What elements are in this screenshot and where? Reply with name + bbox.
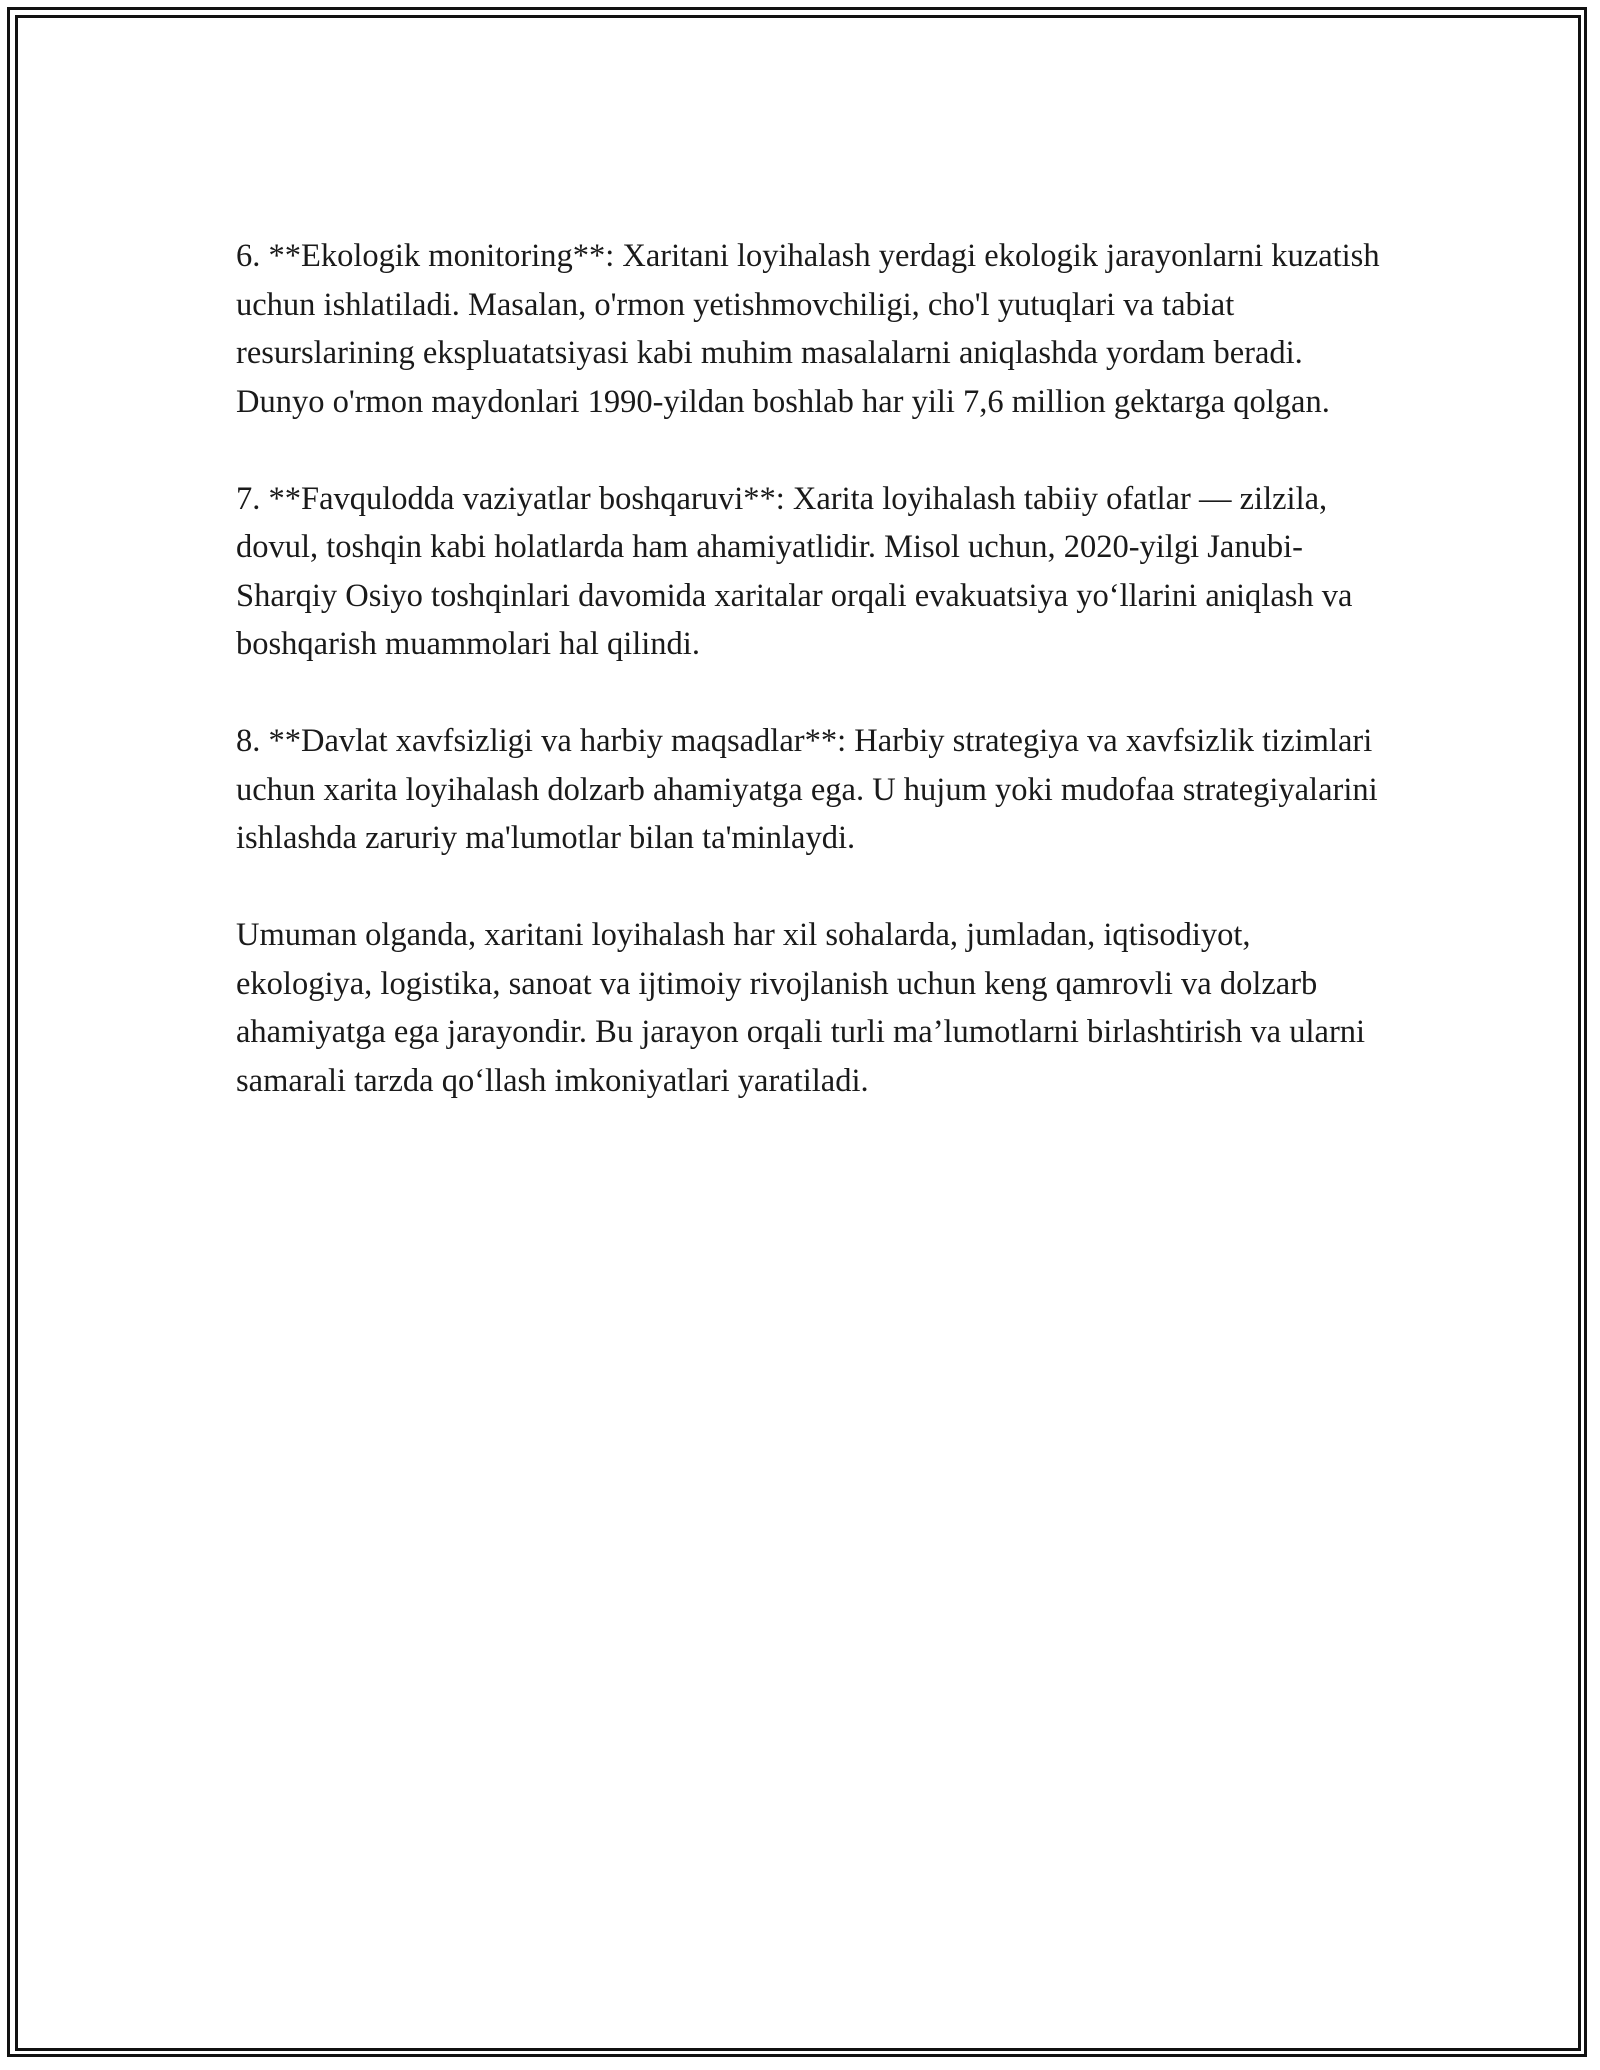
paragraph-ecological-monitoring: 6. **Ekologik monitoring**: Xaritani loyihalash yerdagi ekologik jarayonlarni kuzatish uchun ishlatiladi. Masalan, o'rmon yetishmovchiligi, cho'l yutuqlari va tabiat resurslarining ekspluatatsiyasi kabi muhim masalalarni aniqlashda yordam beradi. Dunyo o'rmon maydonlari 1990-yildan boshlab har yili 7,6 million gektarga qolgan. — [236, 238, 1380, 420]
paragraph-state-security-military: 8. **Davlat xavfsizligi va harbiy maqsadlar**: Harbiy strategiya va xavfsizlik tizimlari uchun xarita loyihalash dolzarb ahamiyatga ega. U hujum yoki mudofaa strategiyalarini ishlashda zaruriy ma'lumotlar bilan ta'minlaydi. — [236, 723, 1378, 856]
paragraph-emergency-management: 7. **Favqulodda vaziyatlar boshqaruvi**: Xarita loyihalash tabiiy ofatlar — zilzila, dovul, toshqin kabi holatlarda ham ahamiyatlidir. Misol uchun, 2020-yilgi Janubi-Sharqiy Osiyo toshqinlari davomida xaritalar orqali evakuatsiya yo‘llarini aniqlash va boshqarish muammolari hal qilindi. — [236, 480, 1353, 662]
document-body — [236, 232, 1386, 1105]
paragraph-conclusion: Umuman olganda, xaritani loyihalash har xil sohalarda, jumladan, iqtisodiyot, ekologiya, logistika, sanoat va ijtimoiy rivojlanish uchun keng qamrovli va dolzarb ahamiyatga ega jarayondir. Bu jarayon orqali turli ma’lumotlarni birlashtirish va ularni samarali tarzda qo‘llash imkoniyatlari yaratiladi. — [236, 917, 1366, 1099]
